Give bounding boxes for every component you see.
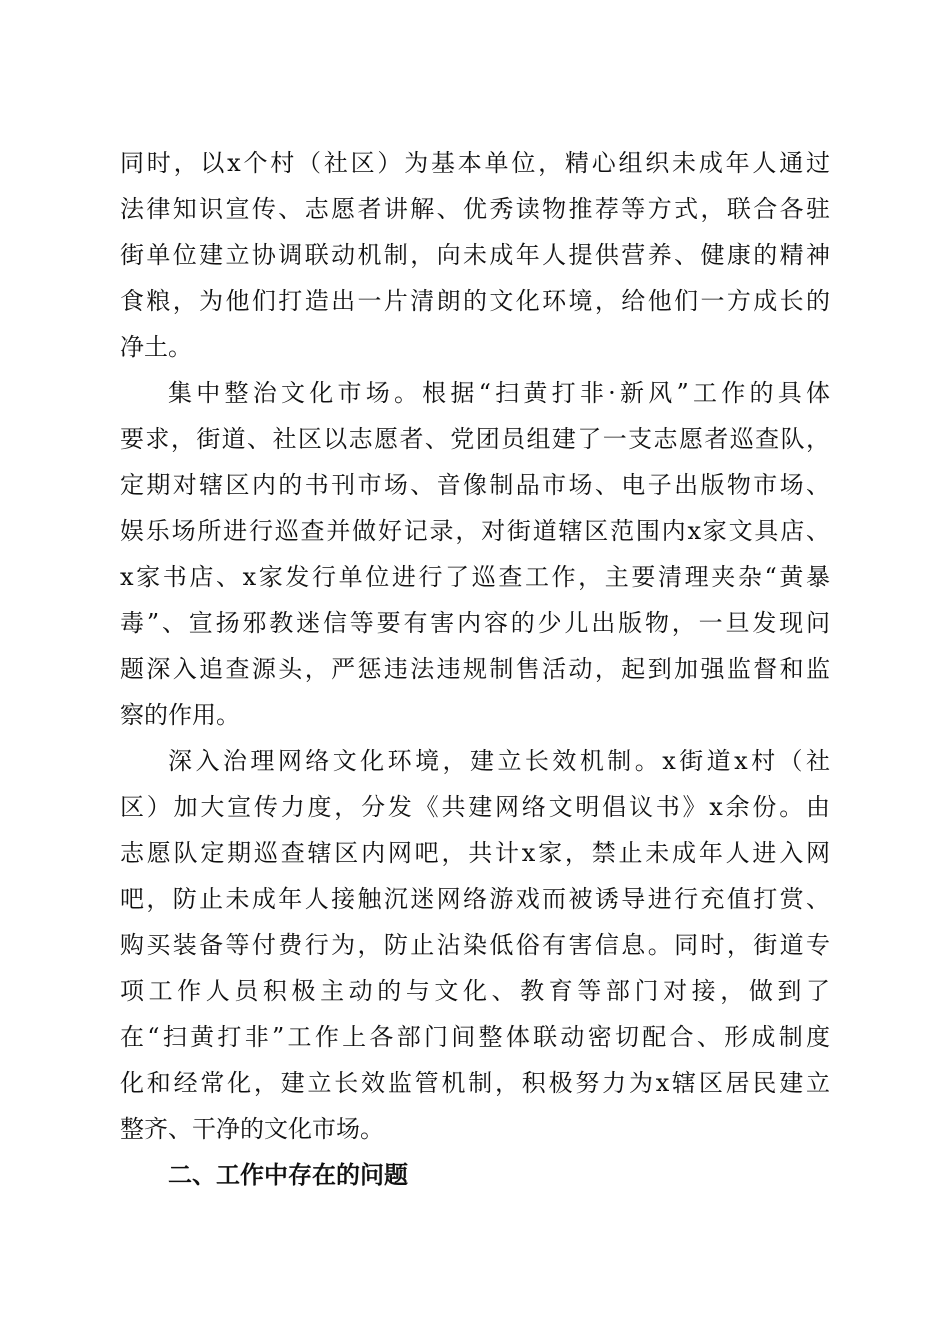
text-line: 购买装备等付费行为，防止沾染低俗有害信息。同时，街道专 (120, 931, 830, 959)
text-line: 净土。 (120, 333, 192, 361)
text-line: 法律知识宣传、志愿者讲解、优秀读物推荐等方式，联合各驻 (120, 195, 830, 223)
section-heading: 二、工作中存在的问题 (168, 1161, 408, 1189)
text-line: 要求，街道、社区以志愿者、党团员组建了一支志愿者巡查队， (120, 425, 830, 453)
text-line: 区）加大宣传力度，分发《共建网络文明倡议书》x余份。由 (120, 793, 830, 821)
text-line: 化和经常化，建立长效监管机制，积极努力为x辖区居民建立 (120, 1069, 830, 1097)
text-line: 娱乐场所进行巡查并做好记录，对街道辖区范围内x家文具店、 (120, 517, 830, 545)
text-line: 题深入追查源头，严惩违法违规制售活动，起到加强监督和监 (120, 655, 830, 683)
text-line: 深入治理网络文化环境，建立长效机制。x街道x村（社 (168, 747, 830, 775)
text-line: 集中整治文化市场。根据“扫黄打非·新风”工作的具体 (168, 379, 830, 407)
text-line: 吧，防止未成年人接触沉迷网络游戏而被诱导进行充值打赏、 (120, 885, 830, 913)
text-line: 街单位建立协调联动机制，向未成年人提供营养、健康的精神 (120, 241, 830, 269)
text-line: 整齐、干净的文化市场。 (120, 1115, 384, 1143)
text-line: 定期对辖区内的书刊市场、音像制品市场、电子出版物市场、 (120, 471, 830, 499)
text-line: 食粮，为他们打造出一片清朗的文化环境，给他们一方成长的 (120, 287, 830, 315)
text-line: 项工作人员积极主动的与文化、教育等部门对接，做到了 (120, 977, 830, 1005)
text-line: 毒”、宣扬邪教迷信等要有害内容的少儿出版物，一旦发现问 (120, 609, 830, 637)
text-line: 同时，以x个村（社区）为基本单位，精心组织未成年人通过 (120, 149, 830, 177)
text-line: 志愿队定期巡查辖区内网吧，共计x家，禁止未成年人进入网 (120, 839, 830, 867)
text-line: 察的作用。 (120, 701, 240, 729)
text-line: x家书店、x家发行单位进行了巡查工作，主要清理夹杂“黄暴 (120, 563, 830, 591)
text-line: 在“扫黄打非”工作上各部门间整体联动密切配合、形成制度 (120, 1023, 830, 1051)
